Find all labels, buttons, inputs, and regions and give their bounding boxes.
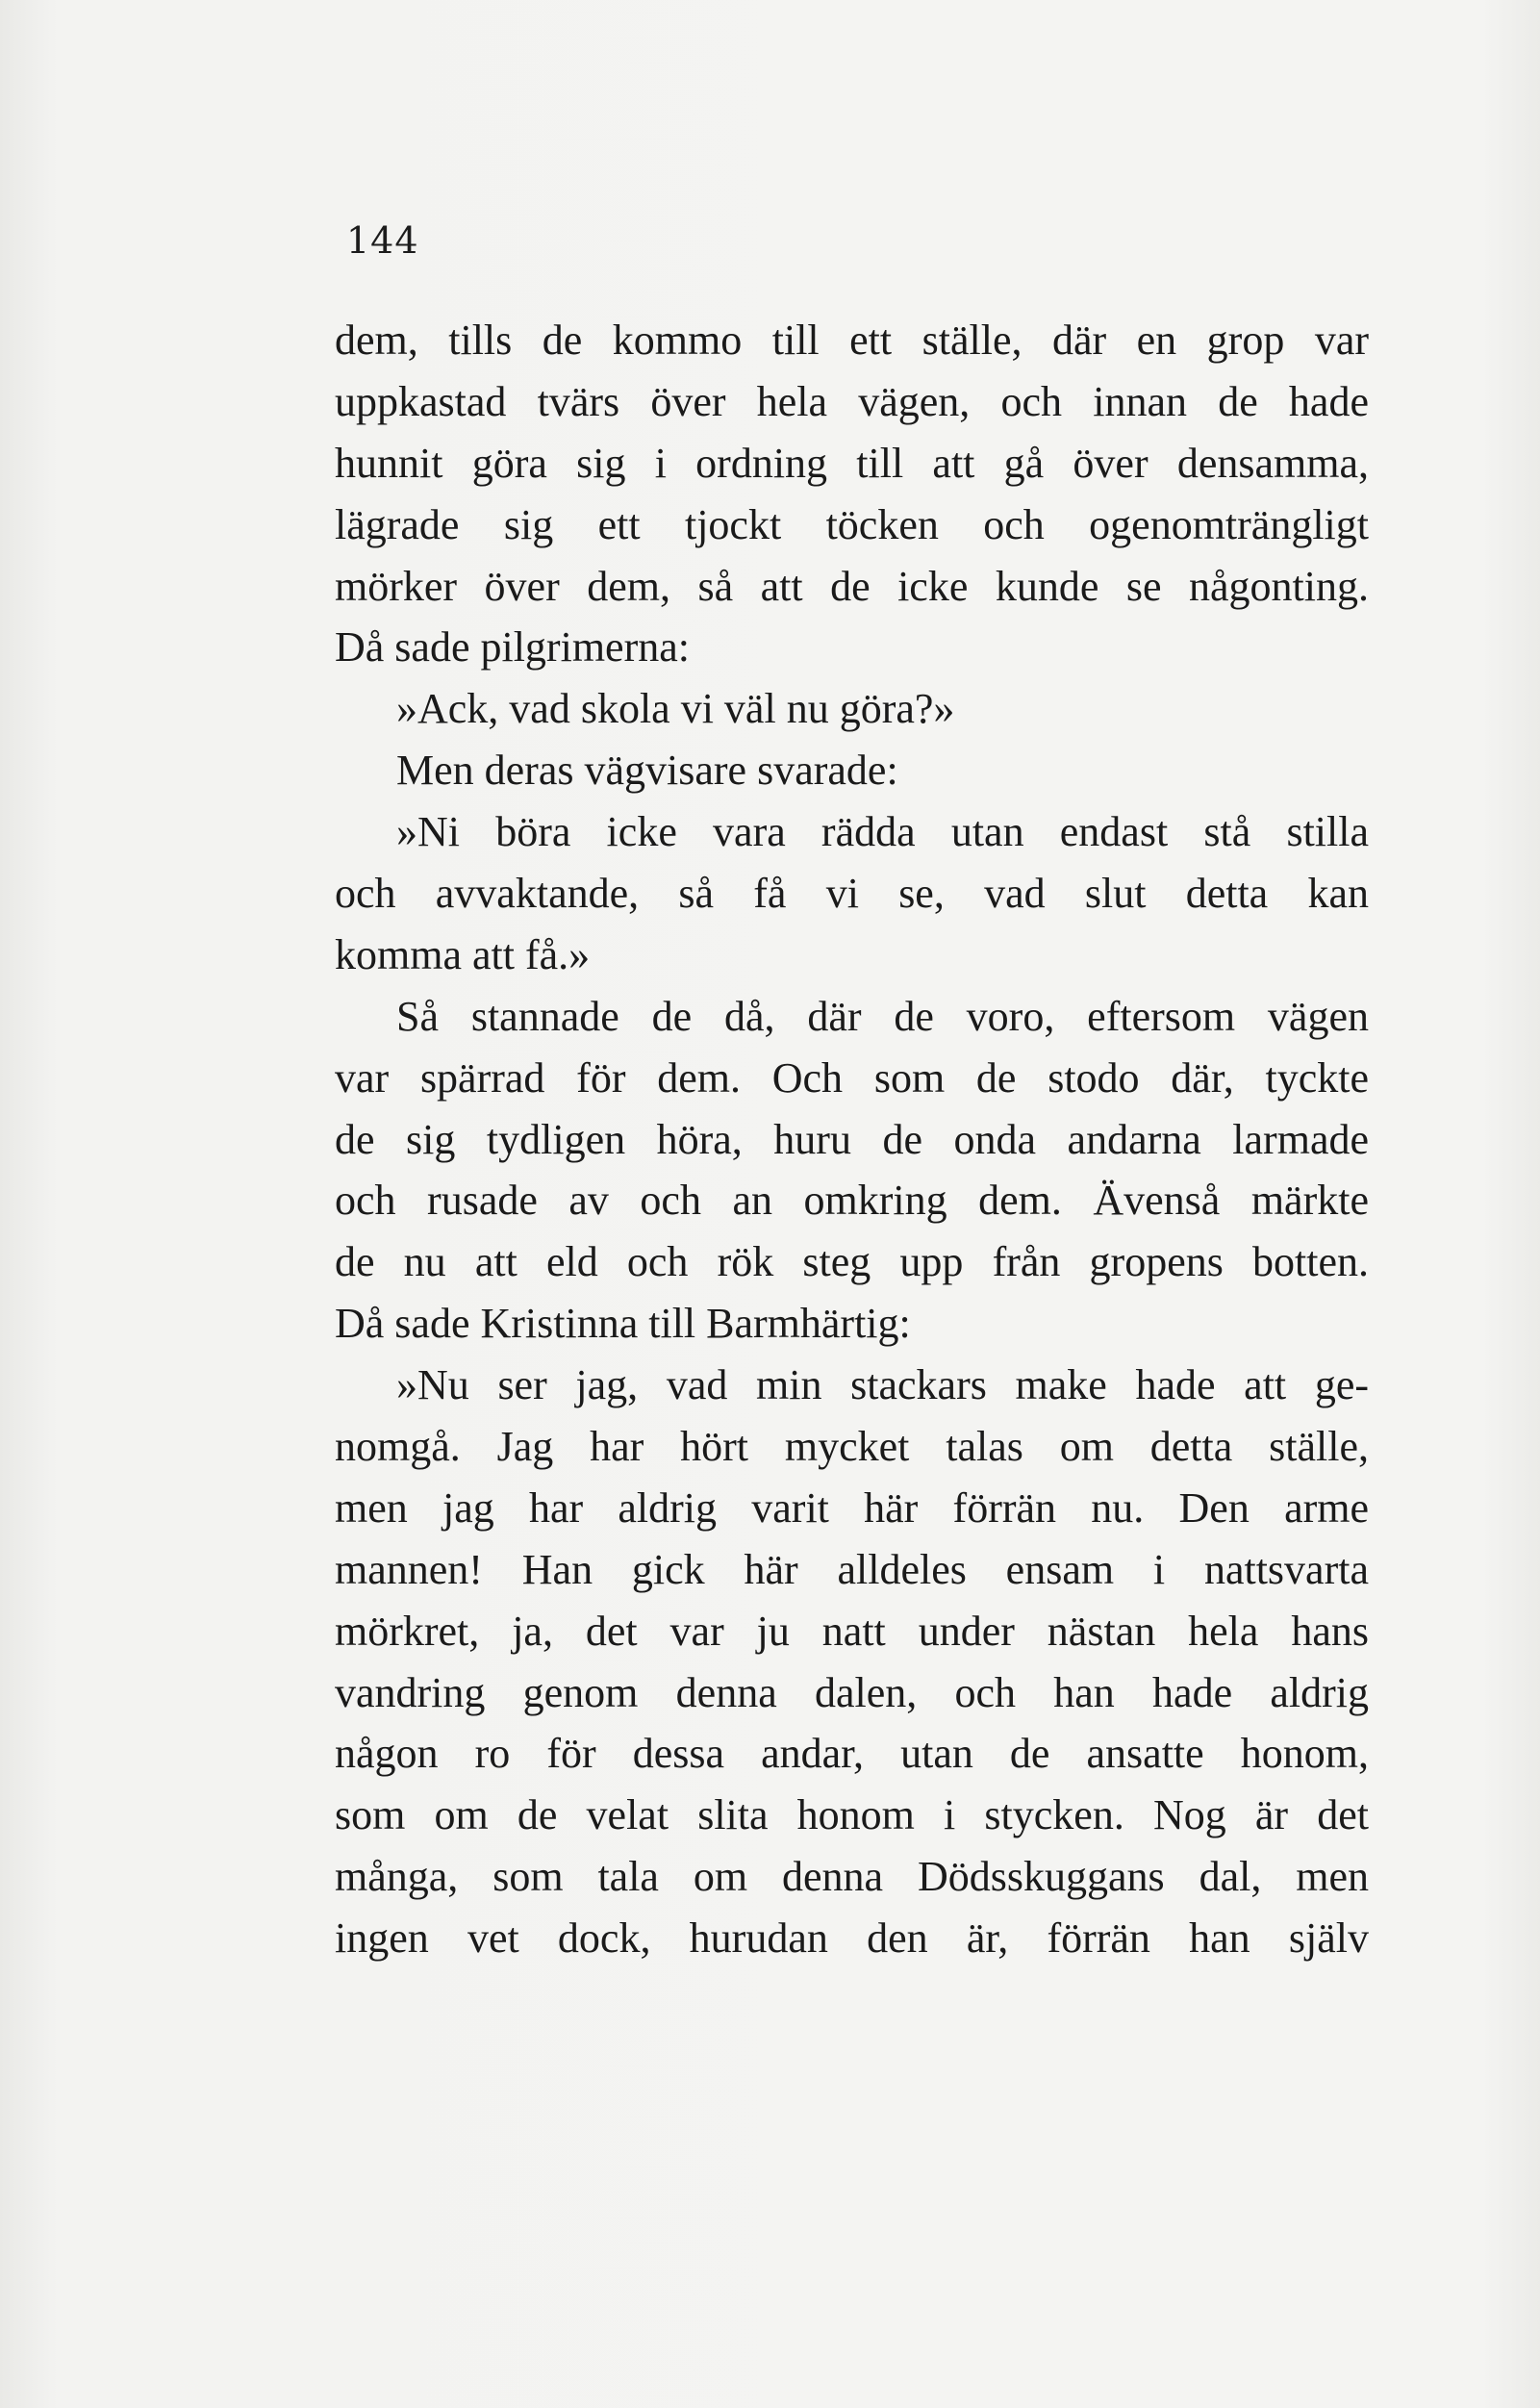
body-text (335, 310, 1369, 1969)
text-line: som om de velat slita honom i stycken. Nog är det (335, 1791, 1369, 1839)
page-number: 144 (346, 219, 419, 262)
text-line: och avvaktande, så få vi se, vad slut detta kan (335, 870, 1369, 918)
text-line: »Nu ser jag, vad min stackars make hade att ge- (396, 1361, 1369, 1409)
text-line: ingen vet dock, hurudan den är, förrän han själv (335, 1914, 1369, 1963)
text-line: vandring genom denna dalen, och han hade aldrig (335, 1668, 1369, 1716)
text-line: Då sade pilgrimerna: (335, 623, 690, 672)
text-line: och rusade av och an omkring dem. Ävenså märkte (335, 1177, 1369, 1225)
text-line: Så stannade de då, där de voro, eftersom vägen (396, 992, 1369, 1040)
text-line: dem, tills de kommo till ett ställe, där en grop var (335, 317, 1369, 364)
text-line: Men deras vägvisare svarade: (396, 747, 898, 795)
text-line: många, som tala om denna Dödsskuggans dal, men (335, 1853, 1369, 1901)
text-line: komma att få.» (335, 930, 591, 978)
text-line: någon ro för dessa andar, utan de ansatte honom, (335, 1730, 1369, 1778)
text-line: men jag har aldrig varit här förrän nu. Den arme (335, 1483, 1369, 1532)
text-line: mörker över dem, så att de icke kunde se någonting. (335, 562, 1369, 610)
text-line: var spärrad för dem. Och som de stodo där, tyckte (335, 1053, 1369, 1102)
text-line: mörkret, ja, det var ju natt under nästan hela hans (335, 1607, 1369, 1655)
text-line: lägrade sig ett tjockt töcken och ogenomträngligt (335, 500, 1369, 548)
text-line: de sig tydligen höra, huru de onda andarna larmade (335, 1115, 1369, 1163)
text-line: Då sade Kristinna till Barmhärtig: (335, 1300, 911, 1348)
text-line: mannen! Han gick här alldeles ensam i nattsvarta (335, 1545, 1369, 1593)
text-line: uppkastad tvärs över hela vägen, och innan de hade (335, 377, 1369, 425)
text-line: nomgå. Jag har hört mycket talas om detta ställe, (335, 1423, 1369, 1471)
text-line: hunnit göra sig i ordning till att gå över densamma, (335, 439, 1369, 487)
text-line: de nu att eld och rök steg upp från gropens botten. (335, 1238, 1369, 1286)
text-line: »Ni böra icke vara rädda utan endast stå stilla (396, 808, 1369, 856)
text-line: »Ack, vad skola vi väl nu göra?» (396, 685, 955, 733)
